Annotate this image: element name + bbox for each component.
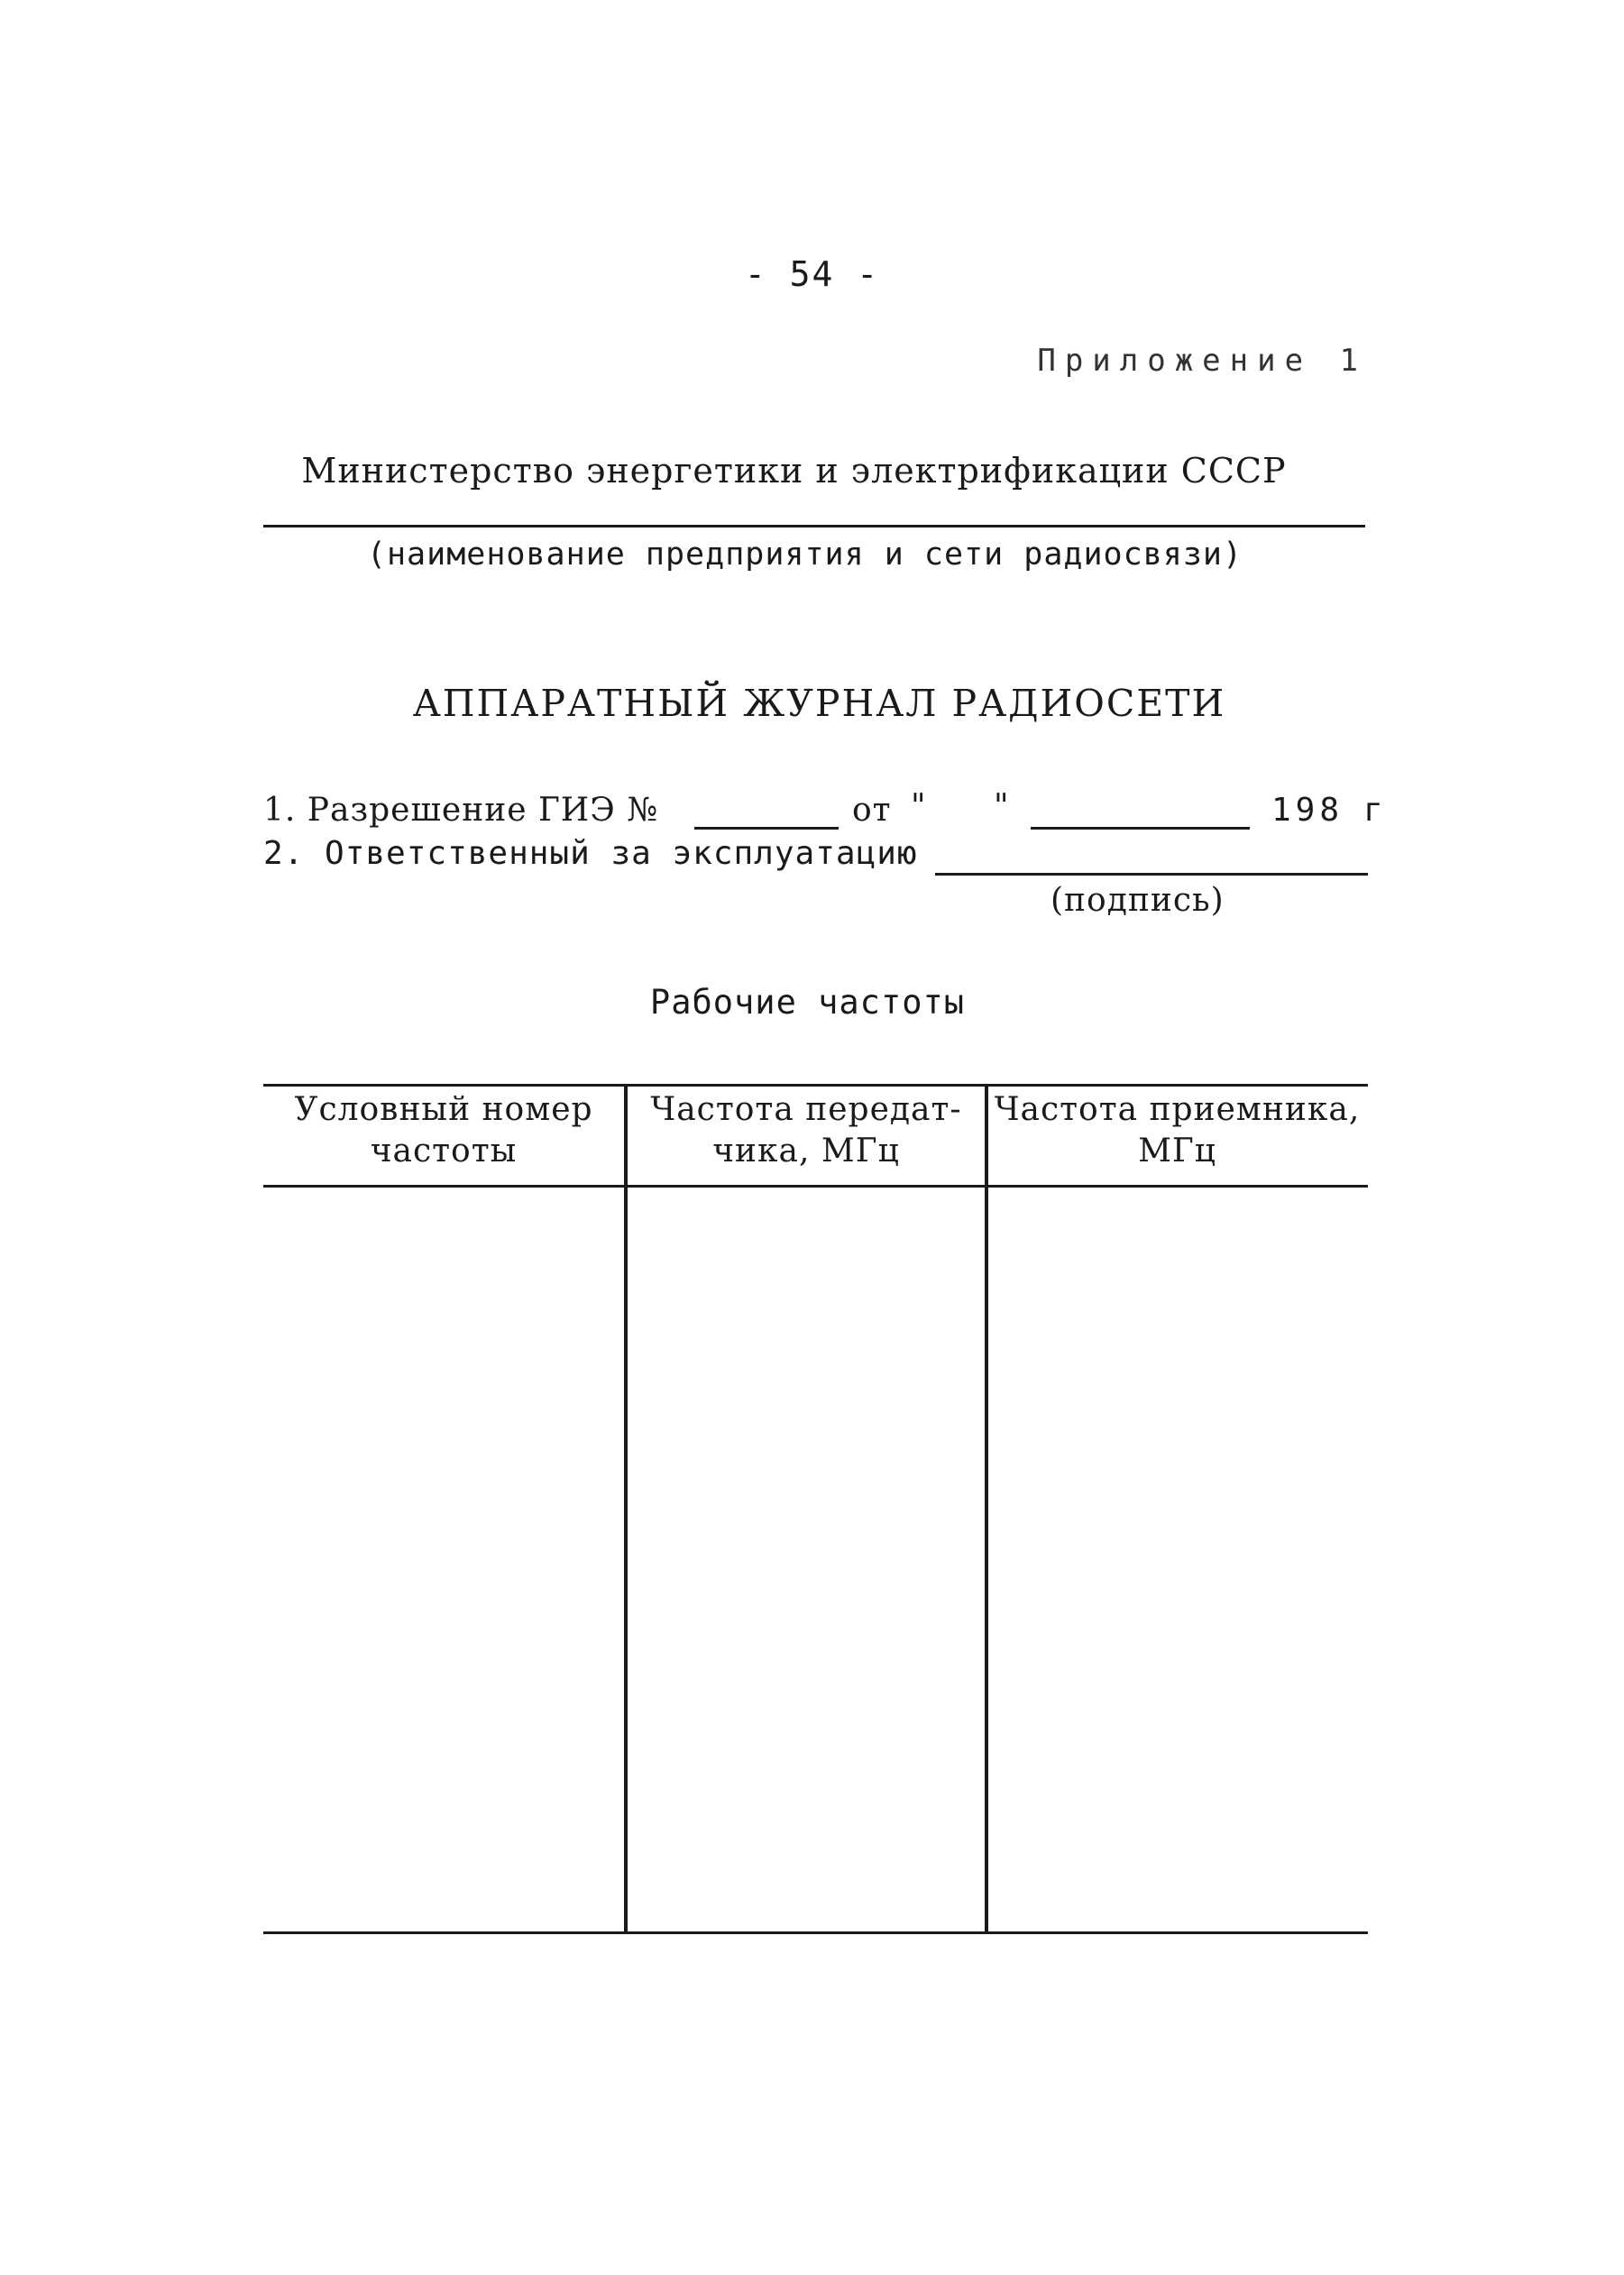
- table-column-divider: [985, 1084, 988, 1931]
- date-close-quote: ": [994, 788, 1009, 825]
- column-header-line: Частота приемника,: [994, 1091, 1361, 1128]
- table-caption: Рабочие частоты: [649, 983, 966, 1022]
- column-header-transmitter-frequency: [626, 1084, 986, 1185]
- ministry-underline: [263, 525, 1365, 527]
- date-open-quote: ": [911, 788, 926, 825]
- column-header-line: чика, МГц: [712, 1133, 900, 1170]
- table-bottom-border: [263, 1931, 1368, 1934]
- column-header-receiver-frequency: [986, 1084, 1368, 1185]
- column-header-line: Условный номер: [294, 1091, 593, 1128]
- table-column-divider: [624, 1084, 628, 1934]
- column-header-line: Частота передат-: [650, 1091, 962, 1128]
- permit-year: 198: [1271, 792, 1344, 829]
- table-header-border: [263, 1185, 1368, 1188]
- column-header-line: МГц: [1138, 1133, 1216, 1170]
- permit-label: 1. Разрешение ГИЭ №: [263, 792, 659, 829]
- appendix-label: Приложение 1: [1037, 343, 1367, 379]
- permit-number-blank: [694, 827, 839, 830]
- signature-caption: (подпись): [1051, 882, 1225, 919]
- permit-year-suffix: г: [1363, 792, 1384, 829]
- ministry-name: Министерство энергетики и электрификации СССР: [301, 451, 1287, 491]
- responsible-signature-blank: [935, 873, 1368, 876]
- page-number: - 54 -: [744, 254, 880, 294]
- responsible-label: 2. Ответственный за эксплуатацию: [263, 835, 918, 872]
- document-title: АППАРАТНЫЙ ЖУРНАЛ РАДИОСЕТИ: [412, 682, 1226, 725]
- permit-from-label: от: [852, 792, 892, 829]
- org-caption: (наименование предприятия и сети радиосвязи): [366, 537, 1243, 573]
- column-header-frequency-number: [263, 1084, 624, 1185]
- column-header-line: частоты: [370, 1133, 518, 1170]
- frequencies-table: [263, 1084, 1368, 1934]
- permit-date-blank: [1031, 827, 1250, 830]
